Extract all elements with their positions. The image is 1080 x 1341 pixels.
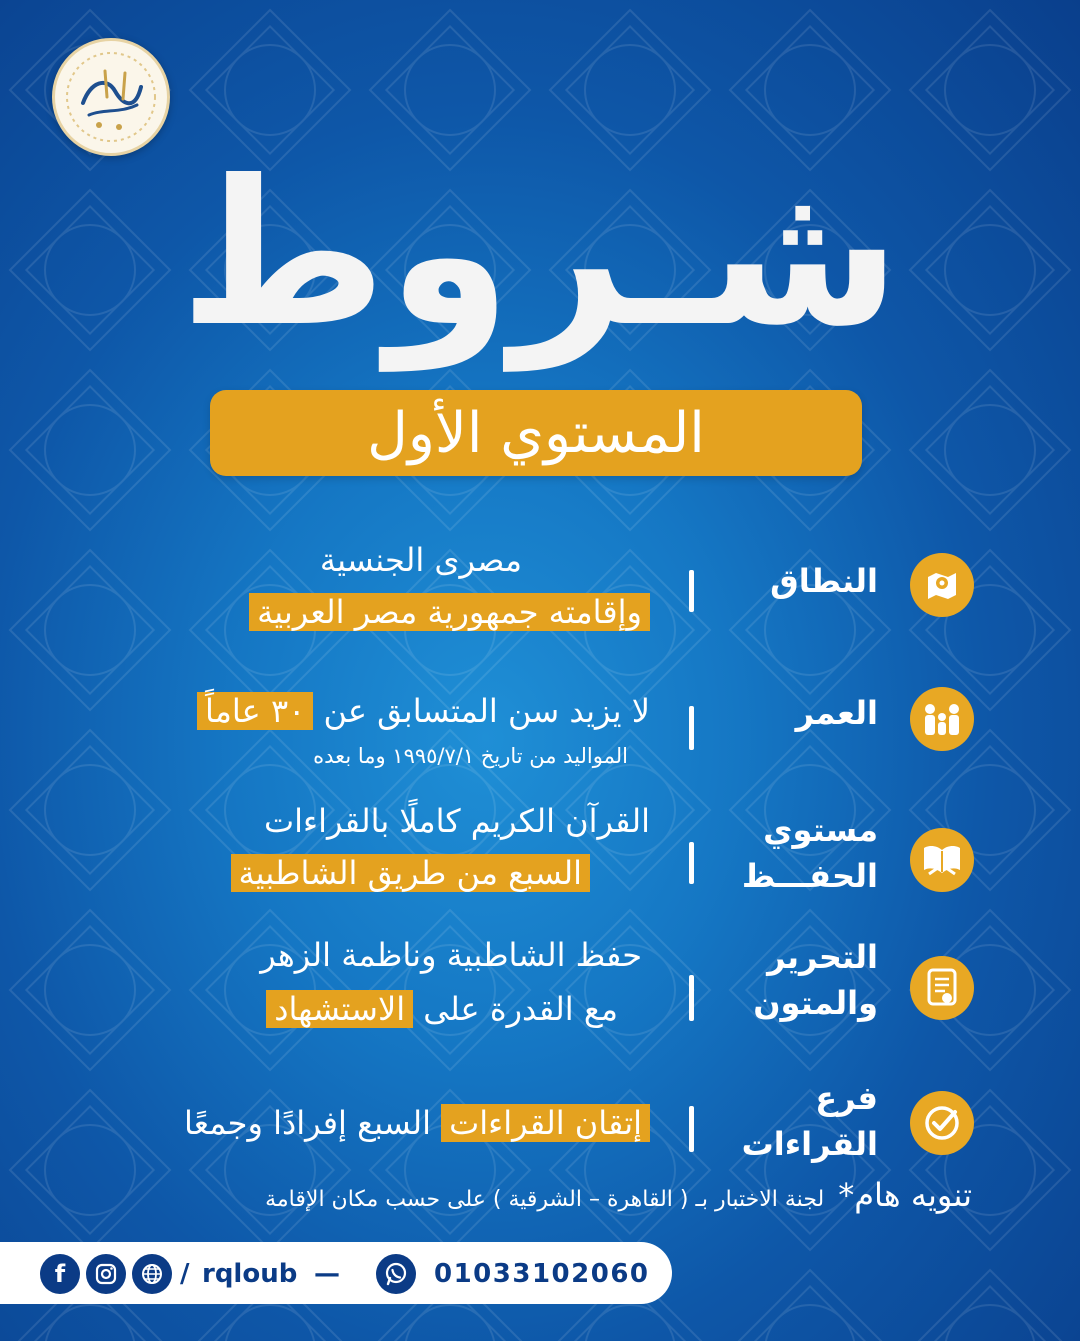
age-line-2: المواليد من تاريخ ١٩٩٥/٧/١ وما بعده [313, 744, 628, 768]
scope-line-2: وإقامته جمهورية مصر العربية [249, 587, 650, 637]
label-age: العمر [795, 694, 878, 732]
label-memorization: مستوي الحفـــظ [741, 811, 878, 895]
document-icon [910, 956, 974, 1020]
divider [689, 706, 694, 750]
divider [689, 1106, 694, 1152]
scope-line-1: مصرى الجنسية [319, 541, 522, 579]
level-title: المستوي الأول [367, 400, 705, 466]
phone-number[interactable]: 01033102060 [434, 1259, 650, 1289]
memorization-line-2: السبع من طريق الشاطبية [231, 848, 590, 898]
divider [689, 842, 694, 884]
important-note: تنويه هام* لجنة الاختبار بـ ( القاهرة – الشرقية ) على حسب مكان الإقامة [265, 1176, 972, 1214]
instagram-icon[interactable] [86, 1254, 126, 1294]
editing-line-1: حفظ الشاطبية وناظمة الزهر [260, 936, 642, 974]
label-editing: التحرير والمتون [753, 938, 878, 1022]
quran-icon [910, 828, 974, 892]
level-banner [210, 390, 862, 476]
label-readings: فرع القراءات [741, 1079, 878, 1163]
page-title: شـروط [179, 138, 901, 371]
globe-icon[interactable] [132, 1254, 172, 1294]
label-scope: النطاق [770, 562, 878, 600]
separator-slash: / [180, 1259, 190, 1289]
map-pin-icon [910, 553, 974, 617]
brand-logo [52, 38, 170, 156]
family-icon [910, 687, 974, 751]
whatsapp-icon[interactable] [376, 1254, 416, 1294]
facebook-icon[interactable]: f [40, 1254, 80, 1294]
age-line-1: لا يزيد سن المتسابق عن ٣٠ عاماً [197, 686, 650, 736]
divider [689, 975, 694, 1021]
readings-line-1: إتقان القراءات السبع إفرادًا وجمعًا [184, 1098, 650, 1148]
check-badge-icon [910, 1091, 974, 1155]
memorization-line-1: القرآن الكريم كاملًا بالقراءات [264, 802, 650, 840]
divider [689, 570, 694, 612]
social-handle[interactable]: rqloub [202, 1259, 298, 1289]
editing-line-2: مع القدرة على الاستشهاد [266, 984, 618, 1034]
separator-dash: — [314, 1259, 340, 1289]
